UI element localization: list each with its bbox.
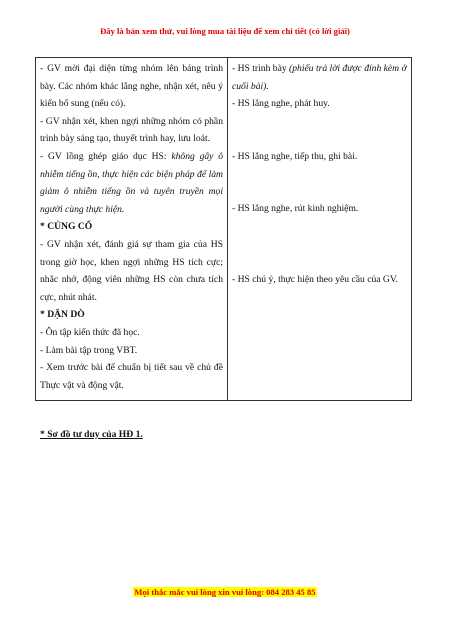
student-presents-note: (phiếu trả lời được đính kèm ở cuối bài).: [232, 63, 407, 92]
paragraph-integrated-education: [40, 148, 223, 218]
lesson-activities-table: [35, 57, 412, 401]
contact-text: Mọi thắc mắc vui lòng xin vui lòng: 084 283 45 85: [134, 587, 316, 597]
spacer: [232, 113, 407, 148]
student-follow-requests: - HS chú ý, thực hiện theo yêu cầu của GV.: [232, 273, 398, 285]
student-presents: [232, 60, 407, 95]
paragraph-teacher-praise: - GV nhận xét, khen ngợi những nhóm có phần trình bày sáng tạo, thuyết trình hay, lưu loát.: [40, 115, 223, 145]
student-listen-learn: - HS lắng nghe, rút kinh nghiệm.: [232, 203, 359, 215]
student-activities-cell: [228, 58, 412, 401]
spacer: [232, 165, 407, 200]
teacher-activities-cell: [36, 58, 228, 401]
heading-consolidation: * CỦNG CỐ: [40, 221, 93, 233]
paragraph-evaluation: - GV nhận xét, đánh giá sự tham gia của HS trong giờ học, khen ngợi những HS tích cực; nhắc nhở, động viên những HS còn chưa tích cực, nhút nhát.: [40, 238, 223, 303]
preview-notice: Đây là bản xem thử, vui lòng mua tài liệu để xem chi tiết (có lời giải): [100, 26, 350, 36]
paragraph-workbook: - Làm bài tập trong VBT.: [40, 344, 138, 356]
paragraph-preview-next: - Xem trước bài để chuẩn bị tiết sau về chủ đề Thực vật và động vật.: [40, 362, 223, 391]
mind-map-heading: * Sơ đồ tư duy của HĐ 1.: [40, 429, 143, 440]
heading-homework: * DẶN DÒ: [40, 309, 85, 321]
student-listen-notes: - HS lắng nghe, tiếp thu, ghi bài.: [232, 150, 358, 162]
table-row: [36, 58, 412, 401]
integrated-education-prefix: - GV lồng ghép giáo dục HS:: [40, 150, 172, 162]
spacer: [232, 218, 407, 271]
paragraph-group-presentation: - GV mời đại diện từng nhóm lên bảng trình bày. Các nhóm khác lắng nghe, nhận xét, nêu ý kiến bổ sung (nếu có).: [40, 63, 223, 110]
contact-footer: [0, 587, 450, 597]
student-listen-develop: - HS lắng nghe, phát huy.: [232, 98, 330, 110]
integrated-education-detail: không gây ô nhiễm tiếng ồn, thực hiện các biện pháp để làm giảm ô nhiễm tiếng ồn và tuyên truyền mọi người cùng thực hiện.: [40, 150, 223, 215]
paragraph-review: - Ôn tập kiến thức đã học.: [40, 326, 140, 338]
student-presents-prefix: - HS trình bày: [232, 63, 290, 74]
